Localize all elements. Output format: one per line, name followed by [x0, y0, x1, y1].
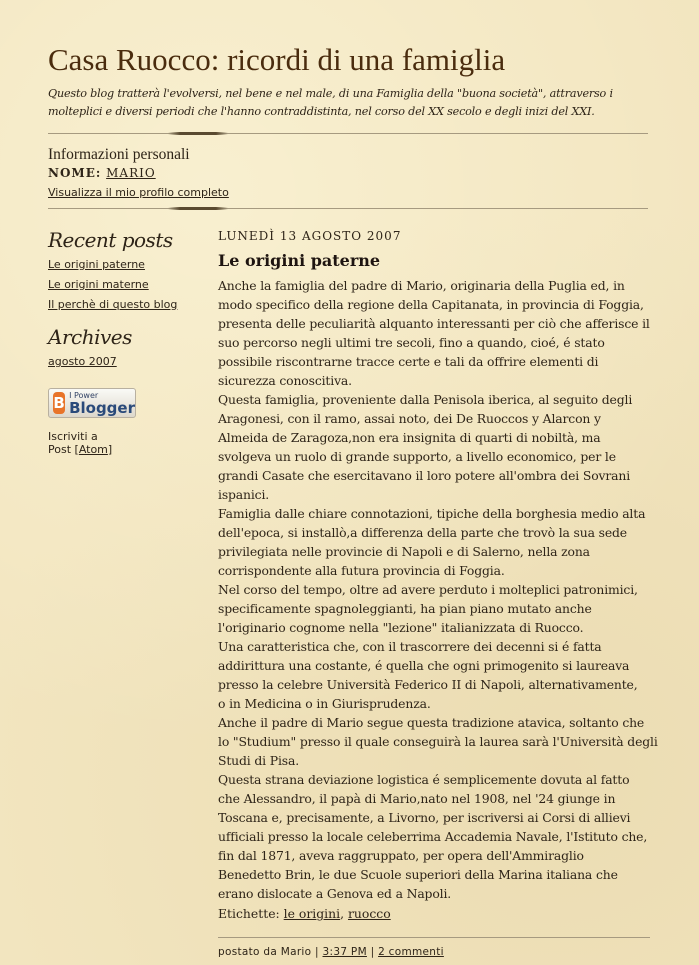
post-body-line: sicurezza conoscitiva. — [218, 373, 352, 388]
recent-posts-heading: Recent posts — [48, 228, 173, 252]
separator: | — [370, 946, 375, 958]
post-body-line: Questa strana deviazione logistica é semplicemente dovuta al fatto — [218, 772, 630, 787]
post-body-line: l'originario cognome nella "lezione" italianizzata di Ruocco. — [218, 620, 584, 635]
post-body-line: corrispondente alla futura provincia di Foggia. — [218, 563, 505, 578]
recent-post-link[interactable]: Le origini paterne — [48, 258, 145, 271]
archives-heading: Archives — [48, 325, 132, 349]
post-body-line: possibile riscontrarne tracce certe e tali da offrire elementi di — [218, 354, 599, 369]
badge-big-text: Blogger — [69, 398, 135, 417]
profile-heading: Informazioni personali — [48, 146, 190, 163]
sidebar — [48, 228, 208, 456]
post-time-link[interactable]: 3:37 PM — [322, 946, 367, 958]
blog-title[interactable]: Casa Ruocco: ricordi di una famiglia — [48, 42, 506, 77]
post-body-line: erano dislocate a Genova ed a Napoli. — [218, 886, 452, 901]
subscribe-line — [48, 443, 208, 456]
post-body-line: Anche il padre di Mario segue questa tradizione atavica, soltanto che — [218, 715, 645, 730]
post-body-line: Studi di Pisa. — [218, 753, 299, 768]
post-body-line: Anche la famiglia del padre di Mario, originaria della Puglia ed, in — [218, 278, 625, 293]
blog-description — [48, 85, 648, 121]
label-link[interactable]: ruocco — [347, 906, 391, 921]
post-labels: Etichette: le origini, ruocco — [218, 906, 391, 921]
divider — [48, 208, 648, 209]
post — [218, 229, 658, 958]
post-body-line: lo "Studium" presso il quale conseguirà la laurea sarà l'Università degli — [218, 734, 658, 749]
bracket: ] — [107, 443, 113, 456]
blogger-badge[interactable] — [48, 388, 136, 418]
post-body-line: privilegiata nelle provincie di Napoli e di Salerno, nella zona — [218, 544, 590, 559]
post-date: LUNEDÌ 13 AGOSTO 2007 — [218, 229, 402, 243]
description-line: Questo blog tratterà l'evolversi, nel bene e nel male, di una Famiglia della "buona società", attraverso i — [48, 87, 613, 100]
post-body-line: suo percorso negli ultimi tre secoli, fino a quando, cioé, é stato — [218, 335, 605, 350]
profile-name — [48, 166, 156, 180]
post-body-line: ispanici. — [218, 487, 270, 502]
view-profile-link[interactable]: Visualizza il mio profilo completo — [48, 186, 229, 199]
separator: | — [315, 946, 319, 958]
post-body-line: fin dal 1871, aveva raggruppato, per opera dell'Ammiraglio — [218, 848, 584, 863]
post-body-line: modo specifico della regione della Capitanata, in provincia di Foggia, — [218, 297, 644, 312]
post-body-line: ufficiali presso la locale celeberrima Accademia Navale, l'Istituto che, — [218, 829, 648, 844]
post-body-line: Benedetto Brin, le due Scuole superiori della Marina italiana che — [218, 867, 618, 882]
blogger-logo-icon: B — [53, 394, 65, 412]
post-title[interactable]: Le origini paterne — [218, 251, 381, 270]
badge-small-text: I Power — [69, 390, 99, 400]
post-body-line: Una caratteristica che, con il trascorrere dei decenni si é fatta — [218, 639, 602, 654]
post-body-line: presso la celebre Università Federico II di Napoli, alternativamente, — [218, 677, 638, 692]
divider — [48, 133, 648, 134]
comments-link[interactable]: 2 commenti — [378, 946, 444, 958]
description-line: molteplici e diversi periodi che l'hanno contraddistinta, nel corso del XX secolo e degli inizi del XXI. — [48, 105, 595, 118]
post-body — [218, 276, 658, 903]
post-body-line: o in Medicina o in Giurisprudenza. — [218, 696, 431, 711]
post-body-line: che Alessandro, il papà di Mario,nato nel 1908, nel '24 giunge in — [218, 791, 616, 806]
post-body-line: Toscana e, precisamente, a Livorno, per iscriversi ai Corsi di allievi — [218, 810, 631, 825]
subscribe-post-label: Post [ — [48, 443, 79, 456]
post-body-line: Aragonesi, con il ramo, assai noto, dei De Ruoccos y Alarcon y — [218, 411, 601, 426]
post-body-line: specificamente spagnoleggianti, ha pian piano mutato anche — [218, 601, 592, 616]
post-body-line: dell'epoca, si installò,a differenza della parte che trovò la sua sede — [218, 525, 627, 540]
posted-by: postato da Mario — [218, 946, 312, 958]
post-body-line: svolgeva un ruolo di grande supporto, a livello economico, per le — [218, 449, 616, 464]
post-body-line: Questa famiglia, proveniente dalla Penisola iberica, al seguito degli — [218, 392, 633, 407]
profile-name-link[interactable]: MARIO — [106, 166, 156, 180]
post-body-line: Almeida de Zaragoza,non era insignita di quarti di nobiltà, ma — [218, 430, 601, 445]
label-link[interactable]: le origini — [283, 906, 341, 921]
post-footer — [218, 946, 650, 958]
post-body-line: Famiglia dalle chiare connotazioni, tipiche della borghesia medio alta — [218, 506, 646, 521]
post-body-line: grandi Casate che esercitavano il loro potere all'ombra dei Sovrani — [218, 468, 631, 483]
name-label: NOME: — [48, 166, 102, 180]
archive-link[interactable]: agosto 2007 — [48, 355, 117, 368]
recent-post-link[interactable]: Le origini materne — [48, 278, 149, 291]
subscribe-text: Iscriviti a — [48, 430, 98, 443]
atom-feed-link[interactable]: Atom — [78, 443, 108, 456]
post-body-line: Nel corso del tempo, oltre ad avere perduto i molteplici patronimici, — [218, 582, 638, 597]
labels-prefix: Etichette: — [218, 906, 280, 921]
divider — [218, 937, 650, 938]
post-body-line: addirittura una costante, é quella che ogni primogenito si laureava — [218, 658, 630, 673]
recent-post-link[interactable]: Il perchè di questo blog — [48, 298, 178, 311]
post-body-line: presenta delle peculiarità alquanto interessanti per ciò che afferisce il — [218, 316, 650, 331]
